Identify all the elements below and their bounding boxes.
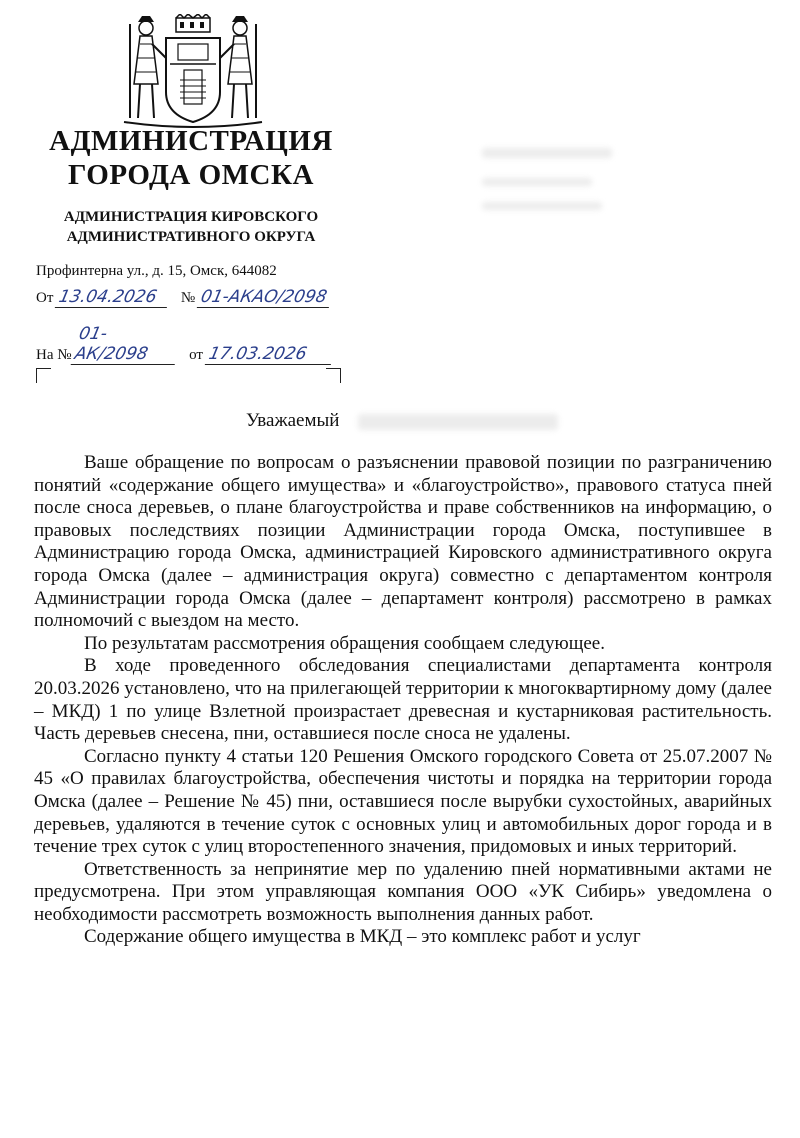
redacted-recipient-line3: [482, 202, 602, 210]
paragraph-2: По результатам рассмотрения обращения сообщаем следующее.: [84, 632, 605, 654]
paragraph-4: Согласно пункту 4 статьи 120 Решения Омского городского Совета от 25.07.2007 № 45 «О правилах благоустройства, обеспечения чистоты и порядка на территории города Омска (далее – Решение № 45) пни, оставшиеся после вырубки сухостойных, аварийных деревьев, удаляются в течение суток с основных улиц и автомобильных дорог города и в течение трех суток с улиц второстепенного значения, придомовых и иных территорий.: [34, 745, 772, 858]
reply-to-number: 01-АК/2098: [71, 324, 184, 365]
org-title: [26, 124, 356, 192]
number-label: №: [180, 290, 196, 306]
redacted-recipient-name: [358, 414, 558, 430]
sub-org-line2: АДМИНИСТРАТИВНОГО ОКРУГА: [66, 229, 316, 245]
paragraph-6: Содержание общего имущества в МКД – это комплекс работ и услуг: [84, 926, 641, 948]
outgoing-date: 13.04.2026: [55, 287, 171, 308]
letter-body: [34, 452, 772, 949]
org-title-line1: АДМИНИСТРАЦИЯ: [49, 125, 333, 157]
sub-org-line1: АДМИНИСТРАЦИЯ КИРОВСКОГО: [63, 209, 319, 225]
paragraph-5: Ответственность за непринятие мер по удалению пней нормативными актами не предусмотрена. При этом управляющая компания ООО «УК Сибирь» уведомлена о необходимости рассмотреть возможность выполнения данных работ.: [34, 858, 772, 925]
reply-date-label: от: [189, 347, 203, 363]
reply-date: 17.03.2026: [204, 344, 334, 365]
greeting-word: Уважаемый: [246, 410, 340, 431]
outgoing-registration: [36, 287, 331, 311]
address-field-corner-left: [36, 368, 51, 383]
from-label: От: [36, 290, 54, 306]
outgoing-number: 01-АКАО/2098: [197, 287, 333, 308]
org-address: Профинтерна ул., д. 15, Омск, 644082: [36, 263, 277, 279]
paragraph-1: Ваше обращение по вопросам о разъяснении правовой позиции по разграничению понятий «содержание общего имущества» и «благоустройство», правового статуса пней после сноса деревьев, о плане благоустройства и праве собственников на информацию, о правовых последствиях позиции Администрации города Омска, поступившее в Администрацию города Омска, администрацией Кировского административного округа города Омска (далее – администрация округа) совместно с департаментом контроля Администрации города Омска (далее – департамент контроля) рассмотрено в рамках полномочий с выездом на место.: [34, 452, 772, 632]
greeting: [246, 410, 339, 432]
sub-org-title: [26, 207, 356, 247]
redacted-recipient-line2: [482, 178, 592, 186]
incoming-registration: [36, 324, 333, 364]
reply-to-label: На №: [36, 347, 72, 363]
redacted-recipient-line1: [482, 148, 612, 158]
address-field-corner-right: [326, 368, 341, 383]
org-title-line2: ГОРОДА ОМСКА: [68, 159, 314, 191]
omsk-coat-of-arms-icon: [118, 14, 268, 132]
paragraph-3: В ходе проведенного обследования специалистами департамента контроля 20.03.2026 установлено, что на прилегающей территории к многоквартирному дому (далее – МКД) 1 по улице Взлетной произрастает древесная и кустарниковая растительность. Часть деревьев снесена, пни, оставшиеся после сноса не удалены.: [34, 655, 772, 745]
